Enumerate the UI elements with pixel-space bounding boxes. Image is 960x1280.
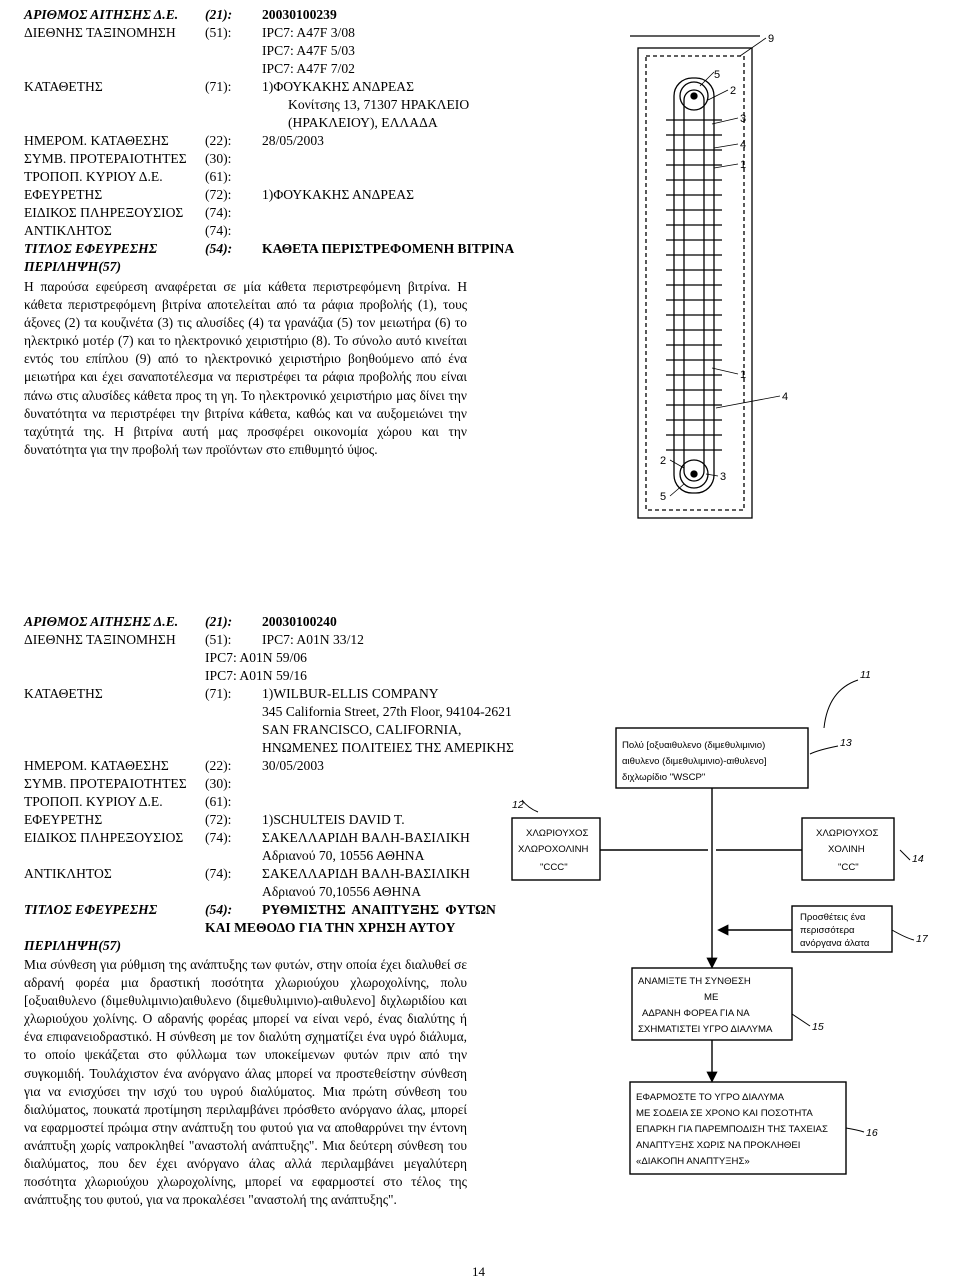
abstract-label: ΠΕΡΙΛΗΨΗ(57) [24,938,121,953]
box-texts [518,740,878,1167]
application-number-label: ΑΡΙΘΜΟΣ ΑΙΤΗΣΗΣ Δ.Ε. [24,7,179,22]
agent-address: Αδριανού 70, 10556 ΑΘΗΝΑ [262,848,425,863]
applicant-address: 345 California Street, 27th Floor, 94104-2621 [262,704,512,719]
display-case-drawing [600,28,800,520]
figure-ref-label: 5 [660,491,667,503]
cc-text: ΧΛΩΡΙΟΥΧΟΣ [816,828,879,839]
mix-text: ΑΔΡΑΝΗ ΦΟΡΕΑ ΓΙΑ ΝΑ [642,1008,750,1019]
applicant-address: Κονίτσης 13, 71307 ΗΡΑΚΛΕΙΟ [288,97,470,112]
ref-number: 13 [840,737,852,749]
figure-ref-label: 2 [730,85,737,97]
process-flowchart [508,650,940,1180]
applicant-name: 1)ΦΟΥΚΑΚΗΣ ΑΝΔΡΕΑΣ [262,79,415,94]
inventor-value: 1)ΦΟΥΚΑΚΗΣ ΑΝΔΡΕΑΣ [262,187,415,202]
inventor-code: (72): [205,187,232,202]
filing-date-value: 28/05/2003 [262,133,324,148]
inventor-label: ΕΦΕΥΡΕΤΗΣ [24,187,103,202]
apply-text: ΕΦΑΡΜΟΣΤΕ ΤΟ ΥΓΡΟ ΔΙΑΛΥΜΑ [636,1092,784,1103]
ref-number: 16 [866,1127,878,1139]
application-number-code: (21): [205,7,233,22]
mix-text: ΑΝΑΜΙΞΤΕ ΤΗ ΣΥΝΘΕΣΗ [638,976,751,987]
filing-date-code: (22): [205,758,232,773]
leader-13 [810,746,838,754]
mix-text: ΣΧΗΜΑΤΙΣΤΕΙ ΥΓΡΟ ΔΙΑΛΥΜΑ [638,1024,773,1035]
application-number-label: ΑΡΙΘΜΟΣ ΑΙΤΗΣΗΣ Δ.Ε. [24,614,179,629]
representative-code: (74): [205,223,232,238]
application-number-value: 20030100239 [262,7,337,22]
ipc-label: ΔΙΕΘΝΗΣ ΤΑΞΙΝΟΜΗΣΗ [24,632,176,647]
leader-16 [846,1128,864,1132]
ref-number: 15 [812,1021,824,1033]
apply-text: ΕΠΑΡΚΗ ΓΙΑ ΠΑΡΕΜΠΟΔΙΣΗ ΤΗΣ ΤΑΧΕΙΑΣ [636,1124,828,1135]
leader-12 [522,800,538,812]
cc-text: "CC" [838,862,859,873]
agent-name: ΣΑΚΕΛΛΑΡΙΔΗ ΒΑΛΗ-ΒΑΣΙΛΙΚΗ [262,830,470,845]
ccc-text: "CCC" [540,862,568,873]
inventor-code: (72): [205,812,232,827]
amendment-label: ΤΡΟΠΟΠ. ΚΥΡΙΟΥ Δ.Ε. [24,169,163,184]
bottom-axle [691,471,697,477]
figure-ref-label: 9 [768,33,775,45]
wscp-text: διχλωρίδιο "WSCP" [622,772,706,783]
representative-name: ΣΑΚΕΛΛΑΡΙΔΗ ΒΑΛΗ-ΒΑΣΙΛΙΚΗ [262,866,470,881]
filing-date-label: ΗΜΕΡΟΜ. ΚΑΤΑΘΕΣΗΣ [24,758,169,773]
figure-ref-label: 1 [740,159,747,171]
figure-ref-label: 2 [660,455,667,467]
salt-text: Προσθέτεις ένα [800,912,866,923]
leader-17 [892,930,914,940]
mix-text: ΜΕ [704,992,719,1003]
representative-code: (74): [205,866,232,881]
ccc-text: ΧΛΩΡΙΟΥΧΟΣ [526,828,589,839]
title-code: (54): [205,902,233,917]
figure-ref-label: 4 [740,139,747,151]
filing-date-value: 30/05/2003 [262,758,324,773]
leader-11 [824,680,858,728]
applicant-code: (71): [205,79,232,94]
title-value: ΡΥΘΜΙΣΤΗΣ ΑΝΑΠΤΥΞΗΣ ΦΥΤΩΝ [262,902,496,917]
priority-code: (30): [205,151,232,166]
application-number-code: (21): [205,614,233,629]
ipc-value: IPC7: A47F 7/02 [262,61,355,76]
agent-label: ΕΙΔΙΚΟΣ ΠΛΗΡΕΞΟΥΣΙΟΣ [24,830,184,845]
amendment-label: ΤΡΟΠΟΠ. ΚΥΡΙΟΥ Δ.Ε. [24,794,163,809]
abstract-text: Η παρούσα εφεύρεση αναφέρεται σε μία κάθετα περιστρεφόμενη βιτρίνα. Η κάθετα περιστρεφόμενη βιτρίνα αποτελείται από τα ράφια προβολής (1), τους άξονες (2) τα κουζινέτα (3) τις αλυσίδες (4) τα γρανάζια (5) τον μειωτήρα (6) το ηλεκτρικό μοτέρ (7) και το ηλεκτρονικό χειριστήριο (8). Το σύνολο αυτό κινείται εντός του επίπλου (9) από το ηλεκτρονικό χειριστήριο βοηθούμενο από ένα μειωτήρα και έχει σαναποτέλεσμα να περιστρέφει τα ράφια προβολής που είναι πάνω στις αλυσίδες κάθετα προς τη γη. Το ηλεκτρονικό χειριστήριο μας δίνει την δυνατότητα να περιστρέφει την βιτρίνα κάθετα, καθώς και να αυξομειώνει την ταχύτητά της. Η βιτρίνα αυτή μας προσφέρει οικονομία χώρου και την δυνατότητα για την προβολή των προϊόντων στο επιθυμητό ύψος. [24,279,467,457]
ccc-text: ΧΛΩΡΟΧΟΛΙΝΗ [518,844,589,855]
filing-date-label: ΗΜΕΡΟΜ. ΚΑΤΑΘΕΣΗΣ [24,133,169,148]
priority-label: ΣΥΜΒ. ΠΡΟΤΕΡΑΙΟΤΗΤΕΣ [24,776,187,791]
agent-code: (74): [205,830,232,845]
leader-14 [900,850,910,860]
representative-address: Αδριανού 70,10556 ΑΘΗΝΑ [262,884,422,899]
figure-ref-label: 1 [740,369,747,381]
ipc-value: IPC7: A47F 3/08 [262,25,355,40]
title-value: ΚΑΙ ΜΕΘΟΔΟ ΓΙΑ ΤΗΝ ΧΡΗΣΗ ΑΥΤΟΥ [205,920,456,935]
figure-ref-label: 3 [740,113,747,125]
filing-date-code: (22): [205,133,232,148]
figure-ref-label: 4 [782,391,789,403]
applicant-code: (71): [205,686,232,701]
applicant-name: 1)WILBUR-ELLIS COMPANY [262,686,439,701]
applicant-label: ΚΑΤΑΘΕΤΗΣ [24,79,103,94]
ref-number: 14 [912,853,924,865]
ipc-code: (51): [205,632,232,647]
inventor-value: 1)SCHULTEIS DAVID T. [262,812,405,827]
cabinet-inner [646,56,747,510]
apply-text: ΜΕ ΣΟΔΕΙΑ ΣΕ ΧΡΟΝΟ ΚΑΙ ΠΟΣΟΤΗΤΑ [636,1108,813,1119]
agent-label: ΕΙΔΙΚΟΣ ΠΛΗΡΕΞΟΥΣΙΟΣ [24,205,184,220]
wscp-text: αιθυλενο (διμεθυλιμινιο)-αιθυλενο] [622,756,767,767]
representative-label: ΑΝΤΙΚΛΗΤΟΣ [24,866,112,881]
ref-number: 17 [916,933,928,945]
ipc-label: ΔΙΕΘΝΗΣ ΤΑΞΙΝΟΜΗΣΗ [24,25,176,40]
ref-number: 11 [860,669,871,681]
inventor-label: ΕΦΕΥΡΕΤΗΣ [24,812,103,827]
figure-ref-label: 3 [720,471,727,483]
ipc-value: IPC7: A01N 59/06 [205,650,307,665]
ref-number: 12 [512,799,524,811]
applicant-label: ΚΑΤΑΘΕΤΗΣ [24,686,103,701]
ipc-code: (51): [205,25,232,40]
applicant-address: (ΗΡΑΚΛΕΙΟΥ), ΕΛΛΑΔΑ [288,115,438,130]
salt-text: περισσότερα [800,925,855,936]
figure-ref-label: 5 [714,69,721,81]
representative-label: ΑΝΤΙΚΛΗΤΟΣ [24,223,112,238]
priority-code: (30): [205,776,232,791]
abstract-label: ΠΕΡΙΛΗΨΗ(57) [24,259,121,274]
apply-text: «ΔΙΑΚΟΠΗ ΑΝΑΠΤΥΞΗΣ» [636,1156,750,1167]
leader-lines [670,38,780,496]
amendment-code: (61): [205,794,232,809]
ipc-value: IPC7: A01N 33/12 [262,632,364,647]
ipc-value: IPC7: A47F 5/03 [262,43,355,58]
leader-15 [792,1014,810,1026]
applicant-address: SAN FRANCISCO, CALIFORNIA, [262,722,462,737]
priority-label: ΣΥΜΒ. ΠΡΟΤΕΡΑΙΟΤΗΤΕΣ [24,151,187,166]
page-number: 14 [472,1264,485,1279]
application-number-value: 20030100240 [262,614,337,629]
title-label: ΤΙΤΛΟΣ ΕΦΕΥΡΕΣΗΣ [24,902,158,917]
ipc-value: IPC7: A01N 59/16 [205,668,307,683]
wscp-text: Πολύ [οξυαιθυλενο (διμεθυλιμινιο) [622,740,766,751]
abstract-text: Μια σύνθεση για ρύθμιση της ανάπτυξης των φυτών, στην οποία έχει διαλυθεί σε αδρανή φορέα μια δραστική ποσότητα χλωριούχου χλωροχολίνης, πολυ [οξυαιθυλενο (διμεθυλιμινιο)αιθυλενο (διμεθυλιμινιο)-αιθυλενο] διχλωριδίου και χλωριούχου χολίνης. Ο αδρανής φορέας μπορεί να είναι νερό, ένας διαλύτης ή ένα επιφανειοδραστικό. Η σύνθεση με τον διαλύτη σχηματίζει ένα υγρό διάλυμα, το οποίο ψεκάζεται στο φύλλωμα των υποκείμενων φυτών πριν από την συγκομιδή. Τουλάχιστον ένα ανόργανο άλας μπορεί να προστεθείστην σύνθεση για να ενισχύσει την ισχύ του υγρού διαλύματος. Μια πρώτη σύνθεση του διαλύματος, πουκατά προτίμηση περιλαμβάνει πρόσθετο ανόργανο άλας, μπορεί να εφαρμοστεί πρώιμα στην ανάπτυξη του φυτού για να αποθαρρύνει την έντονη ανάπτυξη χωρίς ναπροκληθεί "αναστολή ανάπτυξης". Μια δεύτερη σύνθεση του διαλύματος, που δεν έχει ανόργανο άλας αλλά περιλαμβάνει μεγαλύτερη ποσότητα χλωριούχου χλωροχολίνης, μπορεί να εφαρμοστεί στο τέλος της ανάπτυξης του φυτού, για να προκαλέσει "αναστολή της ανάπτυξης". [24,957,467,1208]
cc-text: ΧΟΛΙΝΗ [828,844,865,855]
salt-text: ανόργανα άλατα [800,938,870,949]
title-code: (54): [205,241,233,256]
agent-code: (74): [205,205,232,220]
amendment-code: (61): [205,169,232,184]
apply-text: ΑΝΑΠΤΥΞΗΣ ΧΩΡΙΣ ΝΑ ΠΡΟΚΛΗΘΕΙ [636,1140,801,1151]
title-value: ΚΑΘΕΤΑ ΠΕΡΙΣΤΡΕΦΟΜΕΝΗ ΒΙΤΡΙΝΑ [262,241,515,256]
top-axle [691,93,697,99]
title-label: ΤΙΤΛΟΣ ΕΦΕΥΡΕΣΗΣ [24,241,158,256]
reference-labels [660,33,788,503]
applicant-address: ΗΝΩΜΕΝΕΣ ΠΟΛΙΤΕΙΕΣ ΤΗΣ ΑΜΕΡΙΚΗΣ [262,740,514,755]
